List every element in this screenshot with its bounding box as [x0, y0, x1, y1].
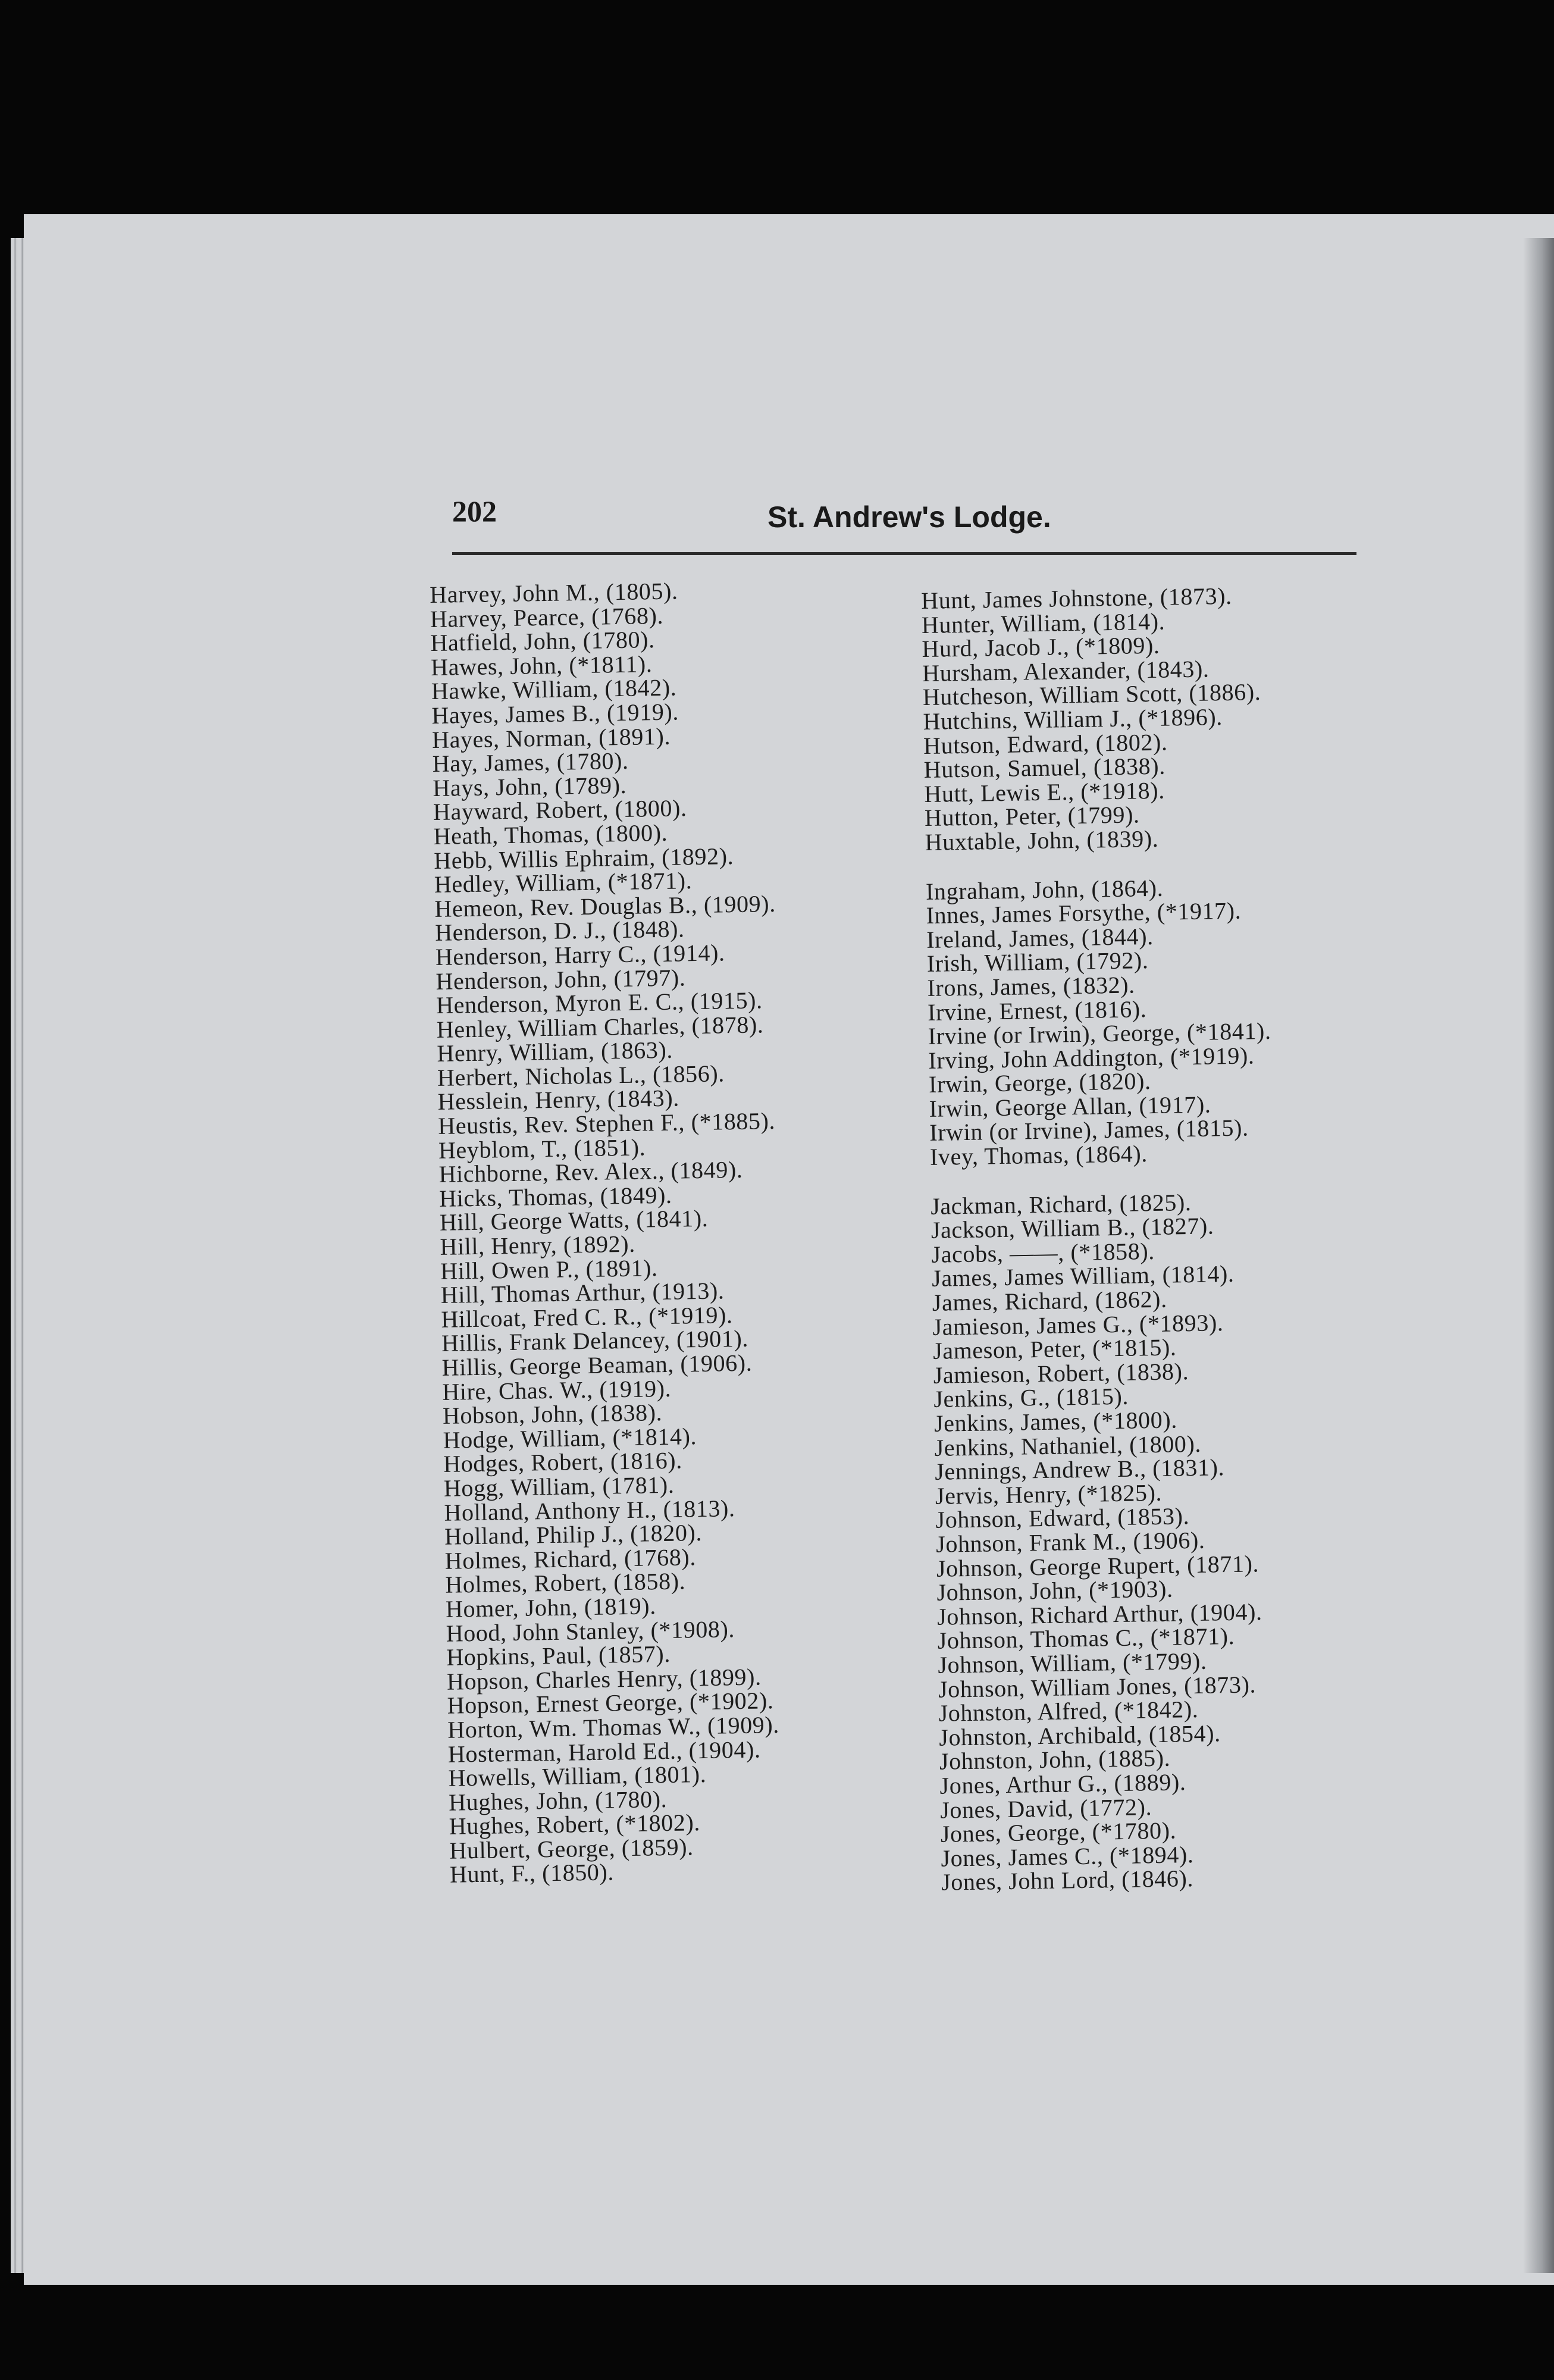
index-entry: Johnson, William, (*1799).: [938, 1647, 1207, 1678]
index-entry: Johnston, Alfred, (*1842).: [938, 1696, 1199, 1727]
index-entry: Hay, James, (1780).: [432, 747, 629, 778]
index-entry: Irons, James, (1832).: [927, 971, 1136, 1001]
index-entry: Jones, James C., (*1894).: [941, 1840, 1194, 1872]
index-entry: Innes, James Forsythe, (*1917).: [926, 897, 1242, 929]
index-entry: Hughes, John, (1780).: [448, 1785, 668, 1816]
index-entry: Henley, William Charles, (1878).: [436, 1010, 764, 1043]
running-title: St. Andrew's Lodge.: [767, 500, 1051, 534]
index-entry: Hobson, John, (1838).: [442, 1399, 663, 1430]
index-entry: Jenkins, Nathaniel, (1800).: [934, 1430, 1202, 1461]
index-entry: Hulbert, George, (1859).: [449, 1833, 694, 1864]
index-entry: Henderson, Harry C., (1914).: [435, 939, 725, 970]
index-entry: Jenkins, G., (1815).: [933, 1383, 1129, 1413]
index-entry: Hill, Owen P., (1891).: [440, 1254, 658, 1285]
index-entry: James, James William, (1814).: [931, 1260, 1235, 1292]
index-entry: Ivey, Thomas, (1864).: [929, 1140, 1148, 1170]
index-entry: Harvey, Pearce, (1768).: [430, 602, 664, 632]
index-entry: Hopkins, Paul, (1857).: [446, 1640, 671, 1671]
index-entry: Hayes, James B., (1919).: [431, 698, 679, 729]
index-entry: Hutson, Samuel, (1838).: [923, 752, 1166, 784]
index-entry: Irish, William, (1792).: [926, 947, 1149, 978]
index-entry: Hutcheson, William Scott, (1886).: [922, 678, 1261, 711]
index-entry: Heustis, Rev. Stephen F., (*1885).: [437, 1107, 776, 1139]
page-gutter-shadow: [1523, 238, 1554, 2273]
index-entry: Hursham, Alexander, (1843).: [922, 655, 1210, 687]
index-entry: Hayward, Robert, (1800).: [433, 794, 687, 826]
index-entry: Hawes, John, (*1811).: [430, 650, 653, 681]
index-entry: Hutson, Edward, (1802).: [923, 728, 1168, 759]
index-entry: Johnson, Edward, (1853).: [935, 1502, 1190, 1534]
index-entry: Henderson, Myron E. C., (1915).: [436, 987, 763, 1019]
index-entry: Heath, Thomas, (1800).: [433, 819, 668, 850]
index-entry: Hurd, Jacob J., (*1809).: [922, 631, 1160, 663]
index-entry: Henderson, John, (1797).: [436, 963, 686, 995]
index-entry: Irvine, Ernest, (1816).: [927, 995, 1147, 1026]
index-entry: Jamieson, Robert, (1838).: [933, 1357, 1189, 1389]
index-entry: Jones, Arthur G., (1889).: [939, 1768, 1186, 1799]
index-entry: Johnson, Thomas C., (*1871).: [937, 1623, 1235, 1655]
index-entry: Johnson, Richard Arthur, (1904).: [936, 1598, 1262, 1630]
index-entry: Hill, Henry, (1892).: [440, 1230, 636, 1260]
index-entry: Irwin, George Allan, (1917).: [929, 1091, 1211, 1122]
index-entry: Holmes, Robert, (1858).: [445, 1567, 686, 1599]
index-entry: Johnston, Archibald, (1854).: [938, 1720, 1221, 1751]
index-entry: Hopson, Charles Henry, (1899).: [446, 1663, 762, 1695]
index-entry: Hatfield, John, (1780).: [430, 626, 655, 657]
index-entry: Johnson, William Jones, (1873).: [938, 1670, 1257, 1703]
index-entry: Jameson, Peter, (*1815).: [932, 1333, 1177, 1365]
page-number: 202: [452, 494, 497, 528]
index-entry: Henry, William, (1863).: [437, 1036, 673, 1067]
right-column: [921, 584, 1284, 1895]
index-entry: Hunter, William, (1814).: [921, 607, 1166, 638]
index-entry: Huxtable, John, (1839).: [925, 825, 1159, 856]
index-entry: Jervis, Henry, (*1825).: [935, 1479, 1163, 1510]
page-header: [452, 494, 1356, 547]
header-rule: [452, 552, 1356, 555]
index-entry: James, Richard, (1862).: [932, 1285, 1167, 1316]
index-entry: Holland, Anthony H., (1813).: [444, 1494, 735, 1526]
index-entry: Horton, Wm. Thomas W., (1909).: [447, 1711, 780, 1743]
index-entry: Irwin (or Irvine), James, (1815).: [929, 1114, 1249, 1147]
index-entry: Hodge, William, (*1814).: [443, 1422, 697, 1454]
index-entry: Irwin, George, (1820).: [928, 1067, 1151, 1098]
index-entry: Hillcoat, Fred C. R., (*1919).: [441, 1301, 733, 1333]
index-entry: Harvey, John M., (1805).: [429, 577, 678, 608]
index-entry: Hawke, William, (1842).: [431, 674, 677, 705]
index-entry: Hesslein, Henry, (1843).: [437, 1084, 680, 1116]
index-entry: Hogg, William, (1781).: [443, 1471, 675, 1502]
index-entry: Johnson, Frank M., (1906).: [935, 1526, 1205, 1558]
index-entry: Hunt, F., (1850).: [449, 1858, 615, 1889]
index-entry: Hays, John, (1789).: [433, 771, 627, 801]
index-entry: Ingraham, John, (1864).: [925, 874, 1164, 905]
index-entry: Hichborne, Rev. Alex., (1849).: [438, 1156, 743, 1188]
index-entry: Jennings, Andrew B., (1831).: [934, 1454, 1225, 1486]
index-entry: Hutt, Lewis E., (*1918).: [924, 776, 1166, 807]
index-entry: Hood, John Stanley, (*1908).: [446, 1615, 735, 1647]
index-entry: Henderson, D. J., (1848).: [434, 915, 685, 947]
index-entry: Jacobs, ——, (*1858).: [931, 1237, 1155, 1268]
index-entry: Johnson, John, (*1903).: [936, 1575, 1173, 1606]
index-entry: Jones, David, (1772).: [939, 1793, 1152, 1824]
index-entry: Hebb, Willis Ephraim, (1892).: [433, 842, 734, 874]
index-entry: Hughes, Robert, (*1802).: [449, 1809, 701, 1840]
index-entry: Holland, Philip J., (1820).: [444, 1519, 703, 1550]
index-entry: Hillis, Frank Delancey, (1901).: [441, 1325, 749, 1357]
index-entry: Hutton, Peter, (1799).: [924, 801, 1140, 832]
index-entry: Hodges, Robert, (1816).: [443, 1446, 683, 1478]
index-entry: Hemeon, Rev. Douglas B., (1909).: [434, 890, 776, 922]
left-column: [430, 578, 791, 1887]
index-entry: Jones, George, (*1780).: [940, 1817, 1177, 1847]
index-entry: Irving, John Addington, (*1919).: [928, 1041, 1255, 1074]
index-entry: Jackson, William B., (1827).: [930, 1212, 1214, 1244]
index-entry: Hire, Chas. W., (1919).: [441, 1374, 672, 1405]
index-entry: Hillis, George Beaman, (1906).: [441, 1349, 753, 1381]
index-entry: Ireland, James, (1844).: [926, 922, 1154, 953]
index-entry: Herbert, Nicholas L., (1856).: [437, 1060, 725, 1091]
index-entry: Jenkins, James, (*1800).: [933, 1406, 1178, 1437]
index-entry: Hosterman, Harold Ed., (1904).: [447, 1736, 761, 1768]
index-entry: Jones, John Lord, (1846).: [941, 1865, 1194, 1896]
index-entry: Hayes, Norman, (1891).: [431, 722, 671, 753]
index-entry: Johnson, George Rupert, (1871).: [936, 1549, 1260, 1582]
index-entry: Irvine (or Irwin), George, (*1841).: [928, 1017, 1271, 1050]
index-entry: Hill, Thomas Arthur, (1913).: [440, 1277, 725, 1309]
index-entry: Hutchins, William J., (*1896).: [923, 703, 1223, 735]
index-entry: Jackman, Richard, (1825).: [930, 1188, 1192, 1220]
index-entry: Hunt, James Johnstone, (1873).: [920, 582, 1233, 614]
index-entry: Jamieson, James G., (*1893).: [932, 1308, 1224, 1341]
index-entry: Howells, William, (1801).: [448, 1761, 707, 1792]
index-entry: Holmes, Richard, (1768).: [444, 1543, 697, 1574]
index-entry: Heyblom, T., (1851).: [438, 1133, 646, 1164]
index-entry: Johnston, John, (1885).: [939, 1744, 1171, 1775]
index-entry: Hill, George Watts, (1841).: [439, 1205, 709, 1236]
index-entry: Homer, John, (1819).: [445, 1592, 657, 1623]
index-entry: Hicks, Thomas, (1849).: [438, 1181, 672, 1212]
index-entry: Hedley, William, (*1871).: [434, 867, 693, 898]
index-entry: Hopson, Ernest George, (*1902).: [447, 1687, 774, 1720]
